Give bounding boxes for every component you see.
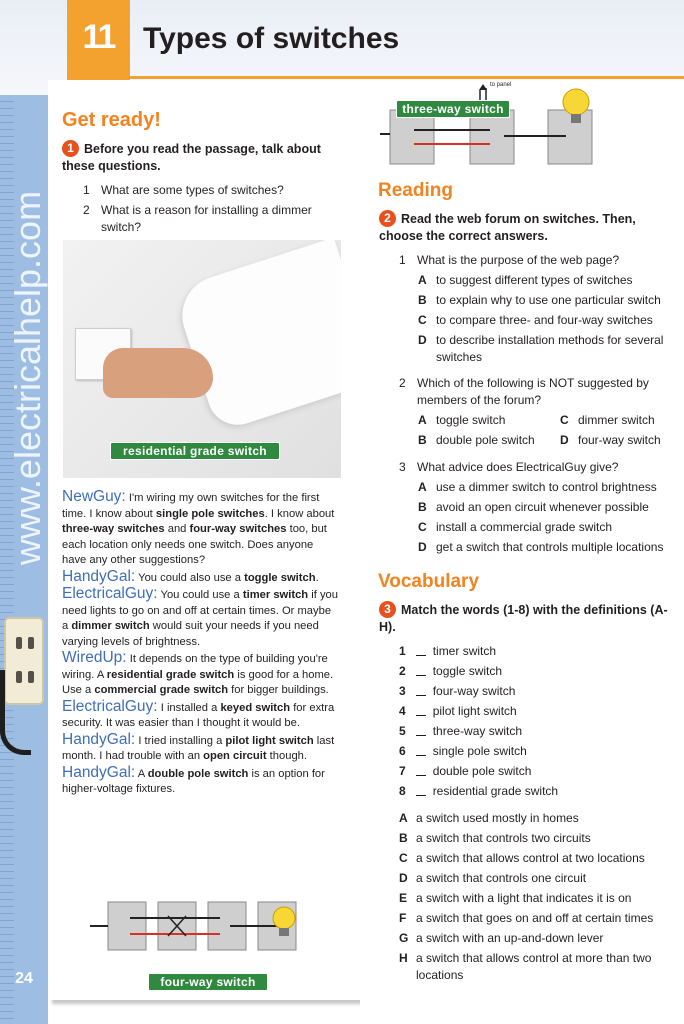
- vocabulary-definition: D a switch that controls one circuit: [399, 871, 587, 885]
- forum-keyword: residential grade switch: [106, 668, 235, 681]
- answer-blank[interactable]: [416, 785, 426, 796]
- header-rule: [130, 76, 684, 79]
- answer-option[interactable]: A to suggest different types of switches: [418, 273, 633, 287]
- three-way-label: three-way switch: [396, 100, 510, 118]
- forum-username: HandyGal:: [62, 730, 136, 748]
- forum-keyword: three-way switches: [62, 523, 165, 535]
- forum-text: It depends on the type of building you're wiring. A: [62, 653, 328, 681]
- three-way-diagram: [380, 84, 600, 170]
- get-ready-instruction: [62, 140, 347, 175]
- page-title: Types of switches: [143, 22, 400, 55]
- forum-text: if you need lights to go on and off at certain times. Or maybe a: [62, 589, 338, 632]
- answer-blank[interactable]: [416, 685, 426, 696]
- forum-keyword: toggle switch: [244, 571, 316, 584]
- forum-keyword: keyed switch: [220, 701, 291, 714]
- forum-text: and: [164, 523, 190, 535]
- vocabulary-definition: A a switch used mostly in homes: [399, 811, 579, 825]
- forum-text: last month. I had trouble with an: [62, 734, 335, 762]
- vocabulary-definition: E a switch with a light that indicates it is on: [399, 891, 632, 905]
- exercise-badge: 3: [379, 601, 396, 618]
- forum-text: I installed a: [157, 701, 221, 714]
- vocabulary-word[interactable]: 1 timer switch: [399, 644, 497, 658]
- vocabulary-word[interactable]: 5 three-way switch: [399, 724, 523, 738]
- vocabulary-definition: G a switch with an up-and-down lever: [399, 931, 604, 945]
- photo-caption: residential grade switch: [110, 442, 280, 460]
- forum-text: too, but each location only needs one switch. Does anyone have any other suggestions?: [62, 523, 327, 566]
- four-way-diagram: [80, 894, 310, 966]
- forum-text: for bigger buildings.: [228, 684, 329, 696]
- forum-keyword: double pole switch: [147, 767, 249, 780]
- vocabulary-word[interactable]: 2 toggle switch: [399, 664, 503, 678]
- reading-instruction: [379, 210, 679, 245]
- forum-post: [62, 586, 340, 650]
- forum-username: HandyGal:: [62, 567, 136, 585]
- answer-blank[interactable]: [416, 665, 426, 676]
- reading-title: Reading: [378, 180, 453, 201]
- hand: [103, 348, 213, 398]
- vocabulary-definition: H a switch that allows control at more than two locations: [399, 951, 652, 982]
- forum-text: for extra security. It was easier than I thought it would be.: [62, 701, 335, 729]
- forum-post: [62, 732, 340, 765]
- forum-text: I tried installing a: [135, 734, 226, 747]
- vocabulary-word[interactable]: 8 residential grade switch: [399, 784, 559, 798]
- forum-post: [62, 699, 340, 732]
- instruction-text: Match the words (1-8) with the definitions (A-H).: [379, 603, 668, 634]
- forum-text: A: [135, 767, 148, 780]
- get-ready-question: 2 What is a reason for installing a dimmer switch?: [83, 203, 312, 234]
- answer-option[interactable]: C to compare three- and four-way switches: [418, 313, 653, 327]
- vocabulary-word[interactable]: 7 double pole switch: [399, 764, 532, 778]
- forum-post: [62, 765, 340, 798]
- vocabulary-word[interactable]: 4 pilot light switch: [399, 704, 517, 718]
- forum-username: ElectricalGuy:: [62, 585, 158, 602]
- answer-option[interactable]: A use a dimmer switch to control brightness: [418, 480, 657, 494]
- answer-blank[interactable]: [416, 705, 426, 716]
- answer-option[interactable]: B double pole switch: [418, 433, 535, 447]
- forum-username: ElectricalGuy:: [62, 697, 158, 715]
- unit-number: 11: [82, 18, 115, 56]
- forum-keyword: pilot light switch: [225, 734, 314, 747]
- answer-option[interactable]: C install a commercial grade switch: [418, 520, 613, 534]
- get-ready-title: Get ready!: [62, 109, 161, 131]
- forum-keyword: dimmer switch: [71, 620, 150, 632]
- forum-keyword: commercial grade switch: [94, 684, 229, 696]
- forum-text: You could also use a: [135, 571, 245, 584]
- forum-post: [62, 650, 340, 699]
- vocabulary-instruction: [379, 601, 679, 636]
- reading-question: 1 What is the purpose of the web page?: [399, 253, 620, 267]
- answer-option[interactable]: C dimmer switch: [560, 413, 655, 427]
- forum-username: NewGuy:: [62, 488, 126, 505]
- forum-text: would suit your needs if you need varying levels of brightness.: [62, 620, 319, 648]
- forum-text: is good for a home. Use a: [62, 668, 334, 696]
- forum-text: is an option for higher-voltage fixtures.: [62, 767, 325, 795]
- forum-text: though.: [266, 750, 308, 762]
- forum-keyword: four-way switches: [189, 523, 287, 535]
- vocabulary-title: Vocabulary: [378, 571, 480, 592]
- forum-text: . I know about: [264, 507, 335, 520]
- answer-option[interactable]: B to explain why to use one particular switch: [418, 293, 661, 307]
- forum-text: You could use a: [157, 589, 243, 601]
- get-ready-question: 1 What are some types of switches?: [83, 183, 284, 197]
- forum-keyword: single pole switches: [155, 507, 265, 520]
- forum-username: WiredUp:: [62, 649, 127, 666]
- answer-option[interactable]: D four-way switch: [560, 433, 661, 447]
- answer-blank[interactable]: [416, 725, 426, 736]
- answer-option[interactable]: A toggle switch: [418, 413, 506, 427]
- answer-blank[interactable]: [416, 645, 426, 656]
- sidebar-url: www.electricalhelp.com: [7, 190, 48, 566]
- vocabulary-definition: F a switch that goes on and off at certain times: [399, 911, 654, 925]
- forum-text: .: [315, 571, 319, 584]
- reading-question: 2 Which of the following is NOT suggested by members of the forum?: [399, 376, 649, 407]
- answer-blank[interactable]: [416, 765, 426, 776]
- forum-post: [62, 489, 340, 569]
- forum-post: [62, 569, 340, 587]
- reading-question: 3 What advice does ElectricalGuy give?: [399, 460, 619, 474]
- exercise-badge: 1: [62, 140, 79, 157]
- instruction-text: Before you read the passage, talk about these questions.: [62, 142, 321, 173]
- forum-keyword: timer switch: [242, 589, 309, 601]
- vocabulary-word[interactable]: 6 single pole switch: [399, 744, 527, 758]
- instruction-text: Read the web forum on switches. Then, choose the correct answers.: [379, 212, 636, 243]
- forum-keyword: open circuit: [203, 750, 267, 762]
- vocabulary-definition: C a switch that allows control at two locations: [399, 851, 645, 865]
- answer-blank[interactable]: [416, 745, 426, 756]
- answer-option[interactable]: B avoid an open circuit whenever possible: [418, 500, 649, 514]
- forum-username: HandyGal:: [62, 763, 136, 781]
- four-way-label: four-way switch: [148, 973, 268, 991]
- vocabulary-definition: B a switch that controls two circuits: [399, 831, 591, 845]
- to-panel-label: to panel: [490, 82, 512, 88]
- vocabulary-word[interactable]: 3 four-way switch: [399, 684, 516, 698]
- forum-text: I'm wiring my own switches for the first time. I know about: [62, 492, 320, 520]
- power-cord: [0, 670, 31, 755]
- page-number: 24: [15, 970, 33, 987]
- shirt-sleeve: [172, 240, 341, 433]
- forum-thread: [62, 489, 340, 798]
- answer-option[interactable]: D to describe installation methods for several switches: [418, 333, 664, 364]
- exercise-badge: 2: [379, 210, 396, 227]
- answer-option[interactable]: D get a switch that controls multiple locations: [418, 540, 664, 554]
